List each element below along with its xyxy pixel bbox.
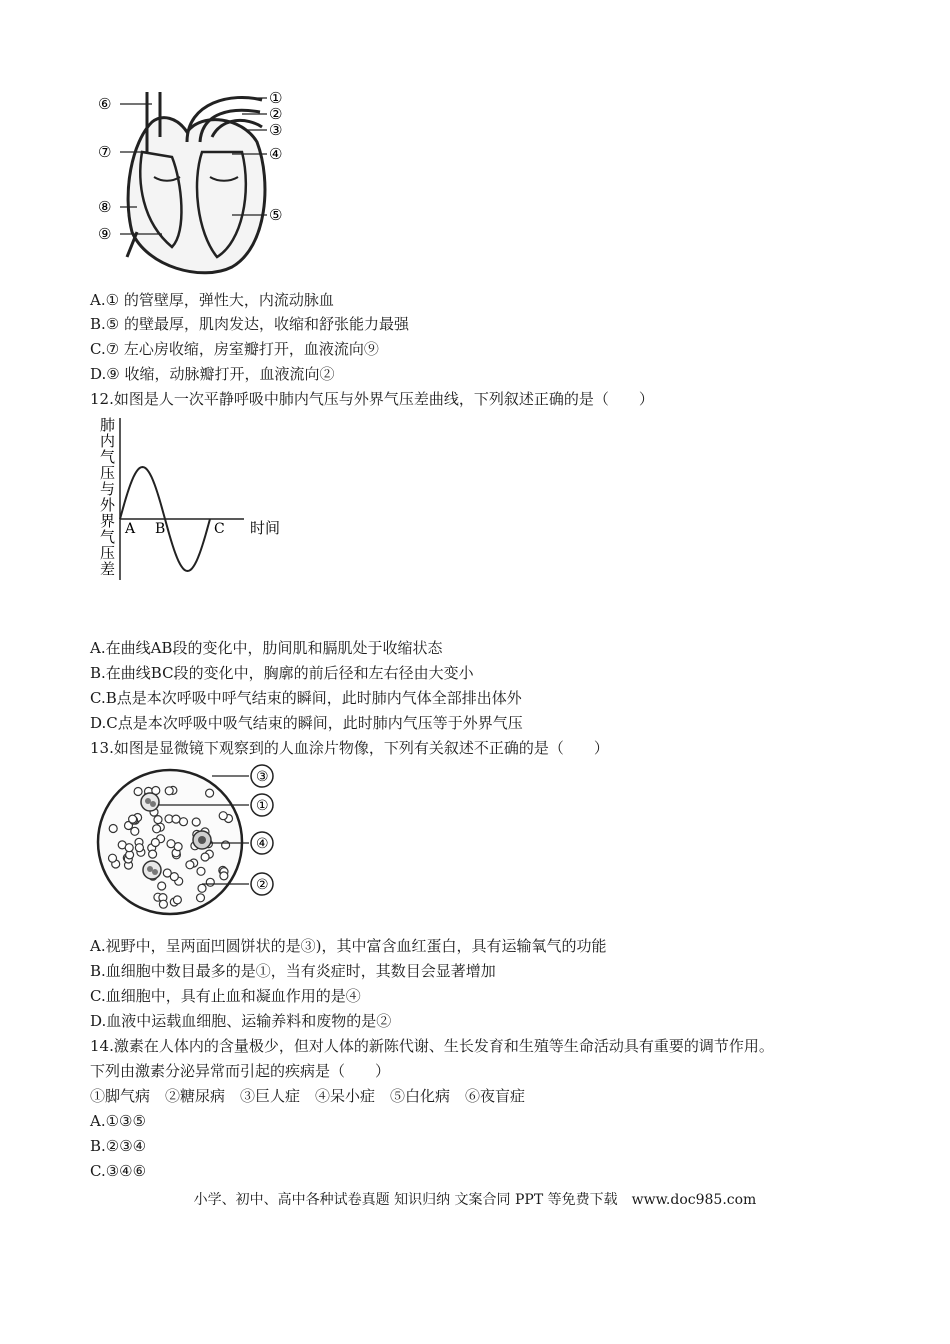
- ylabel-char: 肺: [100, 416, 116, 434]
- red-blood-cell: [172, 815, 180, 823]
- red-blood-cell: [206, 789, 214, 797]
- ylabel-char: 外: [100, 496, 116, 514]
- point-label-a: A: [125, 521, 136, 537]
- heart-label-5: ⑤: [269, 206, 283, 224]
- q13-option-d: D.血液中运载血细胞、运输养料和废物的是②: [90, 1012, 392, 1030]
- red-blood-cell: [180, 818, 188, 826]
- q11-option-a: A.① 的管壁厚，弹性大，内流动脉血: [90, 291, 334, 309]
- red-blood-cell: [198, 884, 206, 892]
- heart-label-4: ④: [269, 145, 283, 163]
- q11-option-b: B.⑤ 的壁最厚，肌肉发达，收缩和舒张能力最强: [90, 315, 410, 333]
- red-blood-cell: [109, 854, 117, 862]
- q12-option-c: C.B点是本次呼吸中呼气结束的瞬间，此时肺内气体全部排出体外: [90, 689, 522, 707]
- q11-option-d: D.⑨ 收缩，动脉瓣打开，血液流向②: [90, 365, 335, 383]
- q14-stem-line1: 14.激素在人体内的含量极少，但对人体的新陈代谢、生长发育和生殖等生命活动具有重要的调节作用。: [90, 1037, 774, 1055]
- point-label-b: B: [155, 521, 166, 537]
- x-axis-label: 时间: [250, 519, 281, 537]
- q13-option-a: A.视野中，呈两面凹圆饼状的是③)，其中富含血红蛋白，具有运输氧气的功能: [90, 937, 607, 955]
- red-blood-cell: [153, 825, 161, 833]
- red-blood-cell: [135, 844, 143, 852]
- red-blood-cell: [134, 788, 142, 796]
- red-blood-cell: [219, 812, 227, 820]
- ylabel-char: 差: [100, 560, 116, 578]
- q14-option-c: C.③④⑥: [90, 1162, 147, 1180]
- red-blood-cell: [129, 815, 137, 823]
- q12-option-d: D.C点是本次呼吸中吸气结束的瞬间，此时肺内气压等于外界气压: [90, 714, 523, 732]
- chart-ylabel: [100, 416, 116, 578]
- heart-label-3: ③: [269, 121, 283, 139]
- heart-label-9: ⑨: [98, 225, 112, 243]
- q13-option-c: C.血细胞中，具有止血和凝血作用的是④: [90, 987, 361, 1005]
- q12-option-a: A.在曲线AB段的变化中，肋间肌和膈肌处于收缩状态: [90, 639, 443, 657]
- point-label-c: C: [214, 521, 225, 537]
- red-blood-cell: [159, 900, 167, 908]
- blood-smear-figure: [92, 762, 292, 922]
- q11-option-c: C.⑦ 左心房收缩，房室瓣打开，血液流向⑨: [90, 340, 379, 358]
- red-blood-cell: [125, 844, 133, 852]
- q14-option-a: A.①③⑤: [90, 1112, 146, 1130]
- red-blood-cell: [173, 896, 181, 904]
- red-blood-cell: [151, 839, 159, 847]
- ylabel-char: 界: [100, 512, 116, 530]
- q13-stem: 13.如图是显微镜下观察到的人血涂片物像，下列有关叙述不正确的是（ ）: [90, 739, 609, 757]
- q14-stem-line2: 下列由激素分泌异常而引起的疾病是（ ）: [90, 1062, 391, 1080]
- red-blood-cell: [154, 816, 162, 824]
- heart-label-1: ①: [269, 89, 283, 107]
- ylabel-char: 压: [100, 464, 116, 482]
- ylabel-char: 内: [100, 432, 116, 450]
- pressure-chart: [92, 414, 302, 584]
- q14-items: ①脚气病 ②糖尿病 ③巨人症 ④呆小症 ⑤白化病 ⑥夜盲症: [90, 1087, 526, 1105]
- red-blood-cell: [206, 878, 214, 886]
- blood-label-4: ④: [256, 836, 269, 852]
- red-blood-cell: [197, 894, 205, 902]
- q12-option-b: B.在曲线BC段的变化中，胸廓的前后径和左右径由大变小: [90, 664, 474, 682]
- red-blood-cell: [186, 861, 194, 869]
- red-blood-cell: [165, 787, 173, 795]
- blood-label-1: ①: [256, 798, 269, 814]
- red-blood-cell: [197, 867, 205, 875]
- ylabel-char: 与: [100, 480, 116, 498]
- heart-label-7: ⑦: [98, 143, 112, 161]
- q13-option-b: B.血细胞中数目最多的是①，当有炎症时，其数目会显著增加: [90, 962, 496, 980]
- blood-label-2: ②: [256, 877, 269, 893]
- q12-stem: 12.如图是人一次平静呼吸中肺内气压与外界气压差曲线，下列叙述正确的是（ ）: [90, 390, 654, 408]
- ylabel-char: 压: [100, 544, 116, 562]
- heart-diagram: [92, 82, 302, 282]
- red-blood-cell: [131, 827, 139, 835]
- red-blood-cell: [220, 872, 228, 880]
- red-blood-cell: [158, 882, 166, 890]
- blood-label-3: ③: [256, 769, 269, 785]
- footer-text: 小学、初中、高中各种试卷真题 知识归纳 文案合同 PPT 等免费下载 www.doc985.com: [193, 1192, 757, 1208]
- ylabel-char: 气: [100, 448, 116, 466]
- red-blood-cell: [167, 840, 175, 848]
- red-blood-cell: [192, 818, 200, 826]
- red-blood-cell: [149, 850, 157, 858]
- red-blood-cell: [222, 841, 230, 849]
- red-blood-cell: [170, 873, 178, 881]
- heart-label-2: ②: [269, 105, 283, 123]
- heart-label-6: ⑥: [98, 95, 112, 113]
- red-blood-cell: [109, 825, 117, 833]
- red-blood-cell: [201, 853, 209, 861]
- ylabel-char: 气: [100, 528, 116, 546]
- heart-label-8: ⑧: [98, 198, 112, 216]
- q14-option-b: B.②③④: [90, 1137, 147, 1155]
